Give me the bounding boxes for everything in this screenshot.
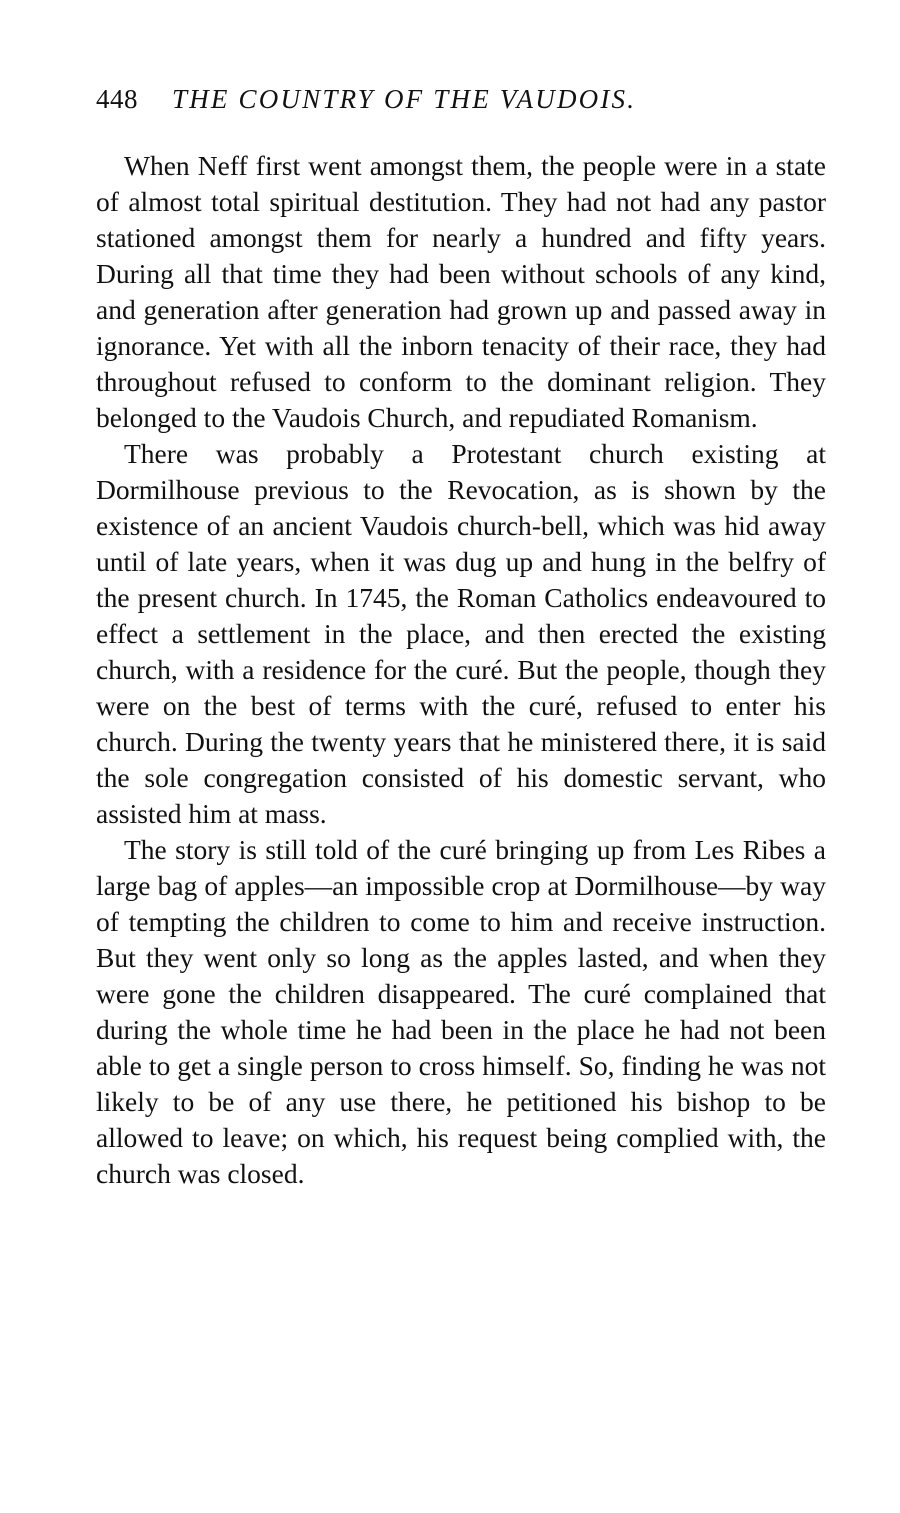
page-number: 448 (96, 84, 138, 114)
paragraph: When Neff first went amongst them, the people were in a state of almost total spiritual destitution. They had not had any pastor stationed amongst them for nearly a hundred and fifty years. During all that time they had been without schools of any kind, and generation after generation had grown up and passed away in ignorance. Yet with all the inborn tenacity of their race, they had throughout refused to conform to the dominant religion. They belonged to the Vaudois Church, and repudiated Romanism. (96, 150, 826, 433)
body-text (96, 148, 826, 1192)
running-title: THE COUNTRY OF THE VAUDOIS. (172, 84, 637, 114)
paragraph: There was probably a Protestant church existing at Dormilhouse previous to the Revocation, as is shown by the existence of an ancient Vaudois church-bell, which was hid away until of late years, when it was dug up and hung in the belfry of the present church. In 1745, the Roman Catholics endeavoured to effect a settlement in the place, and then erected the existing church, with a residence for the curé. But the people, though they were on the best of terms with the curé, refused to enter his church. During the twenty years that he ministered there, it is said the sole congregation consisted of his domestic servant, who assisted him at mass. (96, 438, 826, 829)
running-head (96, 84, 836, 124)
paragraph: The story is still told of the curé bringing up from Les Ribes a large bag of apples—an impossible crop at Dormilhouse—by way of tempting the children to come to him and receive instruction. But they went only so long as the apples lasted, and when they were gone the children disappeared. The curé complained that during the whole time he had been in the place he had not been able to get a single person to cross himself. So, finding he was not likely to be of any use there, he petitioned his bishop to be allowed to leave; on which, his request being complied with, the church was closed. (96, 834, 826, 1189)
